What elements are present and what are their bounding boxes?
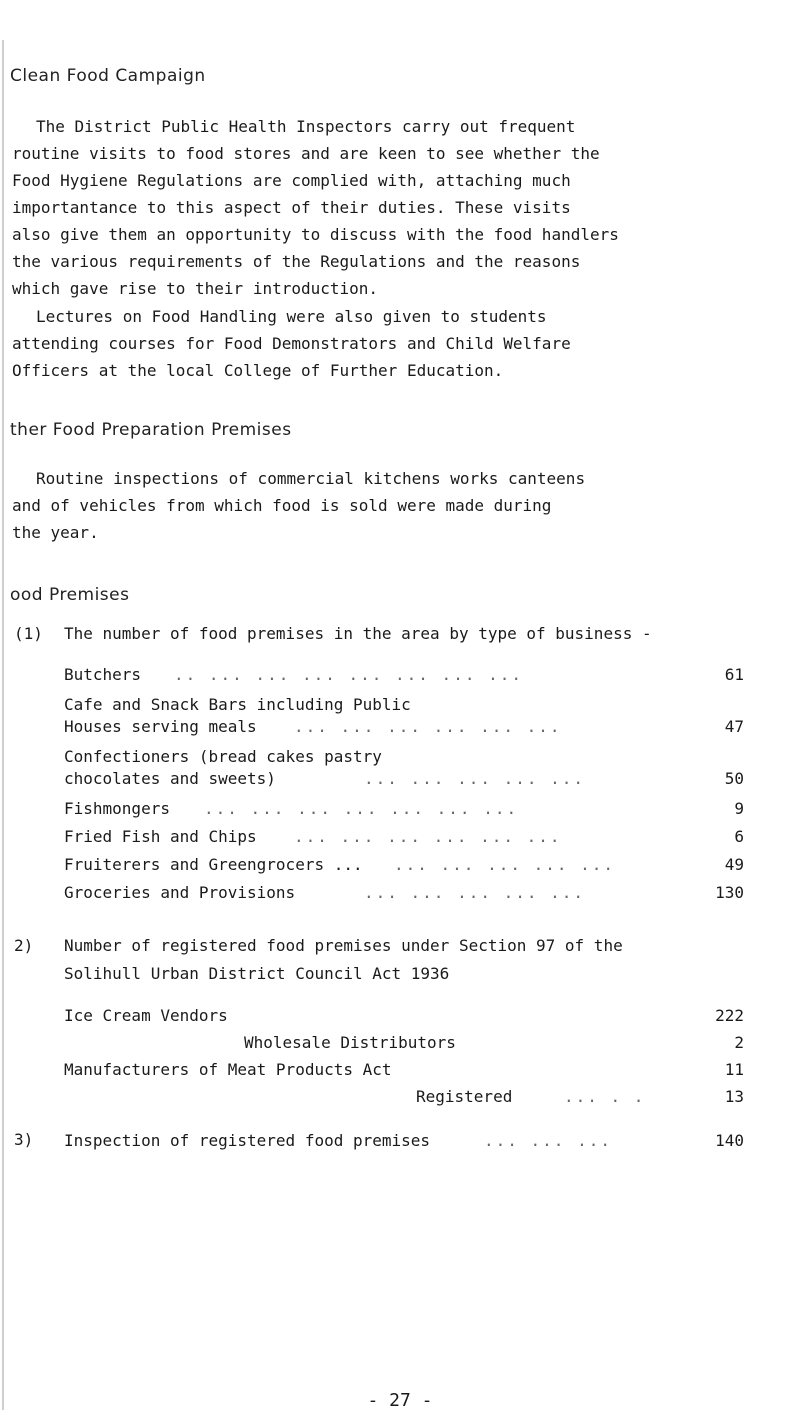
dot-leader: ... ... ... [484,1131,612,1150]
clean-food-paragraph-2 [12,303,782,384]
text-line: which gave rise to their introduction. [12,279,379,298]
table-row [64,1032,744,1054]
row-value: 6 [734,827,744,846]
row-label: Cafe and Snack Bars including Public [64,695,411,714]
text-line: the year. [12,523,99,542]
row-label: Fruiterers and Greengrocers ... [64,855,363,874]
text-line: attending courses for Food Demonstrators and Child Welfare [12,334,571,353]
row-value: 9 [734,799,744,818]
row-label: Fishmongers [64,799,170,818]
dot-leader: ... . . [564,1087,646,1106]
row-value: 49 [724,855,744,874]
row-label: Groceries and Provisions [64,883,296,902]
item-2-line-1: Number of registered food premises under Section 97 of the [64,936,623,955]
dot-leader: ... ... ... ... ... [394,855,616,874]
dot-leader: ... ... ... ... ... ... [294,827,562,846]
item-3-number: 3) [14,1130,34,1149]
row-label: Manufacturers of Meat Products Act [64,1060,392,1079]
table-row [64,1059,744,1081]
table-row [64,854,744,876]
row-value: 50 [724,769,744,788]
row-value: 130 [715,883,744,902]
row-label: Inspection of registered food premises [64,1131,431,1150]
row-value: 47 [724,717,744,736]
text-line: importantance to this aspect of their duties. These visits [12,198,571,217]
row-label: Ice Cream Vendors [64,1006,228,1025]
table-row [64,694,744,738]
row-label: Wholesale Distributors [244,1033,456,1052]
clean-food-heading: Clean Food Campaign [10,66,206,86]
table-row [64,746,744,790]
row-value: 222 [715,1006,744,1025]
table-row [64,826,744,848]
other-food-paragraph [12,465,782,546]
text-line: and of vehicles from which food is sold were made during [12,496,552,515]
dot-leader: ... ... ... ... ... ... [294,717,562,736]
item-2-line-2: Solihull Urban District Council Act 1936 [64,964,450,983]
row-value: 140 [715,1131,744,1150]
text-line: also give them an opportunity to discuss with the food handlers [12,225,619,244]
row-value: 2 [734,1033,744,1052]
food-premises-heading: ood Premises [10,585,130,605]
text-line: the various requirements of the Regulations and the reasons [12,252,581,271]
row-label-continued: Houses serving meals [64,717,257,736]
dot-leader: .. ... ... ... ... ... ... ... [174,665,523,684]
item-2-number: 2) [14,936,34,955]
dot-leader: ... ... ... ... ... ... ... [204,799,519,818]
other-food-heading: ther Food Preparation Premises [10,420,292,440]
dot-leader: ... ... ... ... ... [364,883,586,902]
row-label: Registered [416,1087,513,1106]
text-line: Food Hygiene Regulations are complied with, attaching much [12,171,571,190]
text-line: Routine inspections of commercial kitchens works canteens [36,469,586,488]
table-row [64,882,744,904]
table-row [64,1005,744,1027]
row-label-continued: chocolates and sweets) [64,769,276,788]
text-line: Officers at the local College of Further Education. [12,361,504,380]
text-line: Lectures on Food Handling were also given to students [36,307,547,326]
row-value: 61 [724,665,744,684]
dot-leader: ... ... ... ... ... [364,769,586,788]
table-row [64,798,744,820]
binding-margin [2,40,4,1410]
page-number: - 27 - [367,1390,433,1411]
item-1-number: (1) [14,624,43,643]
item-1-text: The number of food premises in the area by type of business - [64,624,652,643]
table-row [64,664,744,686]
row-value: 13 [724,1087,744,1106]
table-row [64,1130,744,1152]
row-value: 11 [724,1060,744,1079]
table-row [64,1086,744,1108]
row-label: Fried Fish and Chips [64,827,257,846]
row-label: Confectioners (bread cakes pastry [64,747,382,766]
text-line: routine visits to food stores and are keen to see whether the [12,144,600,163]
text-line: The District Public Health Inspectors carry out frequent [36,117,576,136]
clean-food-paragraph-1 [12,113,782,302]
row-label: Butchers [64,665,142,684]
